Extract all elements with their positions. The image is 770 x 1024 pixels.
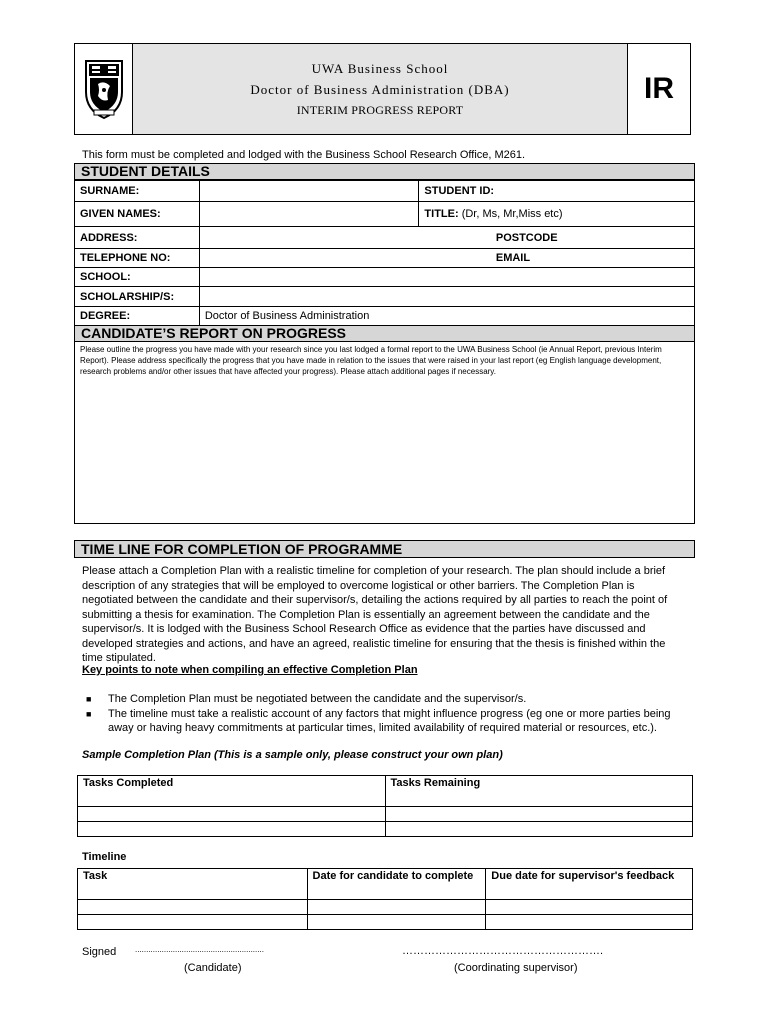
form-title: INTERIM PROGRESS REPORT	[296, 102, 464, 117]
title-hint: (Dr, Ms, Mr,Miss etc)	[461, 208, 563, 220]
student-details-heading: STUDENT DETAILS	[74, 163, 695, 180]
bullet-icon: ■	[86, 694, 92, 704]
timeline-heading: TIME LINE FOR COMPLETION OF PROGRAMME	[74, 540, 695, 558]
bullet-text: The timeline must take a realistic account of any factors that might influence progress (eg one or more parties being away or having heavy commitments at particular times, limited availability of required material or resources, etc.).	[108, 707, 671, 734]
timeline-table	[77, 868, 693, 930]
task-header: Task	[78, 869, 308, 900]
table-row	[78, 822, 693, 837]
surname-label: SURNAME:	[75, 181, 200, 202]
tasks-table	[77, 775, 693, 837]
telephone-label: TELEPHONE NO:	[75, 249, 200, 268]
email-label: EMAIL	[495, 252, 531, 264]
candidate-report-box[interactable]	[74, 341, 695, 524]
candidate-signature-label: (Candidate)	[184, 962, 242, 974]
table-row	[78, 915, 693, 930]
table-row	[78, 900, 693, 915]
program-name: Doctor of Business Administration (DBA)	[250, 81, 510, 97]
supervisor-signature-line[interactable]: ……………………………………………….	[402, 945, 604, 957]
candidate-signature-line[interactable]: ..........................................................	[135, 945, 264, 954]
table-cell[interactable]	[385, 807, 693, 822]
degree-label: DEGREE:	[75, 307, 200, 326]
student-id-label: STUDENT ID:	[424, 185, 495, 197]
form-title-block	[133, 44, 627, 134]
list-item	[82, 692, 687, 707]
form-header	[74, 43, 691, 135]
table-cell[interactable]	[385, 822, 693, 837]
tasks-remaining-header: Tasks Remaining	[385, 776, 693, 807]
bullet-text: The Completion Plan must be negotiated between the candidate and the supervisor/s.	[108, 693, 527, 705]
scholarship-label: SCHOLARSHIP/S:	[75, 287, 200, 307]
signed-label: Signed	[82, 946, 117, 958]
date-header: Date for candidate to complete	[307, 869, 486, 900]
table-row	[78, 807, 693, 822]
school-name: UWA Business School	[311, 60, 449, 76]
scholarship-field[interactable]	[199, 287, 694, 307]
timeline-paragraph: Please attach a Completion Plan with a realistic timeline for completion of your research. The plan should include a brief description of any strategies that will be employed to overcome logistical or other barriers. The Completion Plan is negotiated between the candidate and their supervisor/s, detailing the actions required by all parties to reach the point of submitting a thesis for examination. The Completion Plan is essentially an agreement between the candidate and the supervisor/s. It is lodged with the Business School Research Office as evidence that the parties have discussed and developed strategies and actions, and have an agreed, realistic timeline for ensuring that the thesis is finished within the time stipulated.	[82, 565, 668, 664]
candidate-report-instructions: Please outline the progress you have made with your research since you last lodged a formal report to the UWA Business School (ie Annual Report, previous Interim Report). Please address specifically the progress that you have made in relation to the issues that were raised in your last report (eg English language development, research problems and/or other issues that have affected your progress). Please attach additional pages if necessary.	[80, 345, 662, 376]
tasks-completed-header: Tasks Completed	[78, 776, 386, 807]
key-points-heading: Key points to note when compiling an effective Completion Plan	[82, 664, 418, 676]
table-cell[interactable]	[78, 915, 308, 930]
bullet-icon: ■	[86, 708, 92, 719]
title-field[interactable]	[419, 202, 695, 227]
list-item	[82, 707, 687, 736]
form-code: IR	[627, 44, 690, 134]
table-cell[interactable]	[78, 822, 386, 837]
sample-plan-heading: Sample Completion Plan (This is a sample only, please construct your own plan)	[82, 749, 503, 761]
school-field[interactable]	[199, 268, 694, 287]
title-label: TITLE:	[424, 208, 459, 220]
table-cell[interactable]	[307, 900, 486, 915]
table-cell[interactable]	[486, 915, 693, 930]
student-id-field[interactable]	[419, 181, 695, 202]
address-field[interactable]	[199, 227, 694, 249]
degree-value: Doctor of Business Administration	[199, 307, 694, 326]
telephone-field[interactable]	[199, 249, 694, 268]
given-names-label: GIVEN NAMES:	[75, 202, 200, 227]
student-details-table	[74, 180, 695, 326]
table-cell[interactable]	[486, 900, 693, 915]
surname-field[interactable]	[199, 181, 419, 202]
due-date-header: Due date for supervisor's feedback	[486, 869, 693, 900]
form-intro: This form must be completed and lodged with the Business School Research Office, M261.	[82, 149, 526, 161]
school-label: SCHOOL:	[75, 268, 200, 287]
table-cell[interactable]	[78, 807, 386, 822]
timeline-label: Timeline	[82, 851, 127, 863]
address-label: ADDRESS:	[75, 227, 200, 249]
key-points-list	[82, 692, 687, 736]
table-cell[interactable]	[307, 915, 486, 930]
supervisor-signature-label: (Coordinating supervisor)	[454, 962, 578, 974]
candidate-report-heading: CANDIDATE’S REPORT ON PROGRESS	[74, 325, 695, 342]
shield-icon	[82, 58, 126, 120]
given-names-field[interactable]	[199, 202, 419, 227]
postcode-label: POSTCODE	[495, 231, 558, 244]
table-cell[interactable]	[78, 900, 308, 915]
uwa-crest-logo	[75, 44, 133, 134]
